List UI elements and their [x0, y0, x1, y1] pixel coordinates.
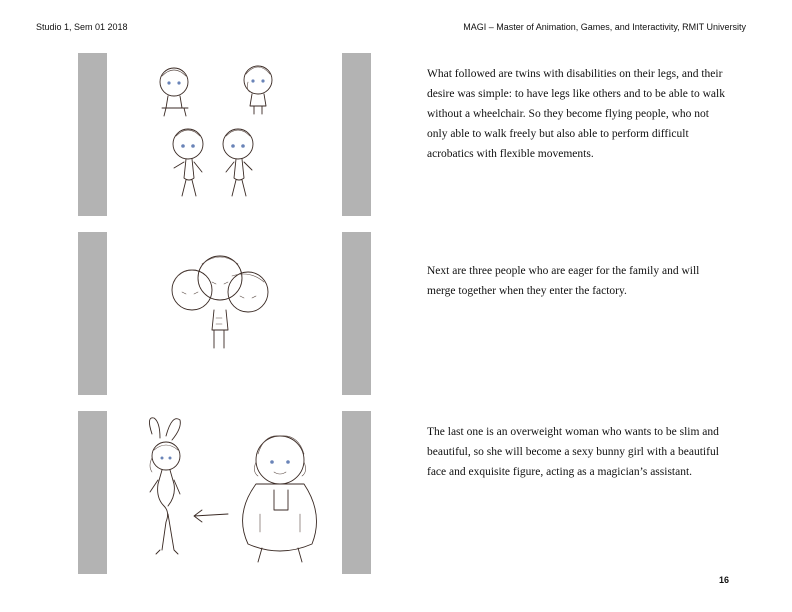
- header-right: MAGI – Master of Animation, Games, and Interactivity, RMIT University: [463, 22, 746, 32]
- storyboard-bar-left-2: [78, 232, 107, 395]
- storyboard-bar-left-1: [78, 53, 107, 216]
- section-2-text: Next are three people who are eager for the family and will merge together when they enter the factory.: [427, 265, 700, 297]
- header-left: Studio 1, Sem 01 2018: [36, 22, 128, 32]
- storyboard-bar-right-2: [342, 232, 371, 395]
- storyboard-bar-left-3: [78, 411, 107, 574]
- three-merged-heads-sketch: [110, 234, 340, 394]
- section-3-text: The last one is an overweight woman who wants to be slim and beautiful, so she will become a sexy bunny girl with a beautiful face and exquisite figure, acting as a magician’s assistant.: [427, 426, 719, 478]
- storyboard-bar-right-3: [342, 411, 371, 574]
- woman-to-bunny-girl-sketch: [110, 414, 340, 574]
- storyboard-bar-right-1: [342, 53, 371, 216]
- twins-sketch: [110, 56, 340, 216]
- section-1-text: What followed are twins with disabilities on their legs, and their desire was simple: to have legs like others and to be able to walk without a wheelchair. So they become flying people, who not only able to walk freely but also able to perform difficult acrobatics with flexible movements.: [427, 68, 725, 160]
- page-number: 16: [718, 575, 729, 585]
